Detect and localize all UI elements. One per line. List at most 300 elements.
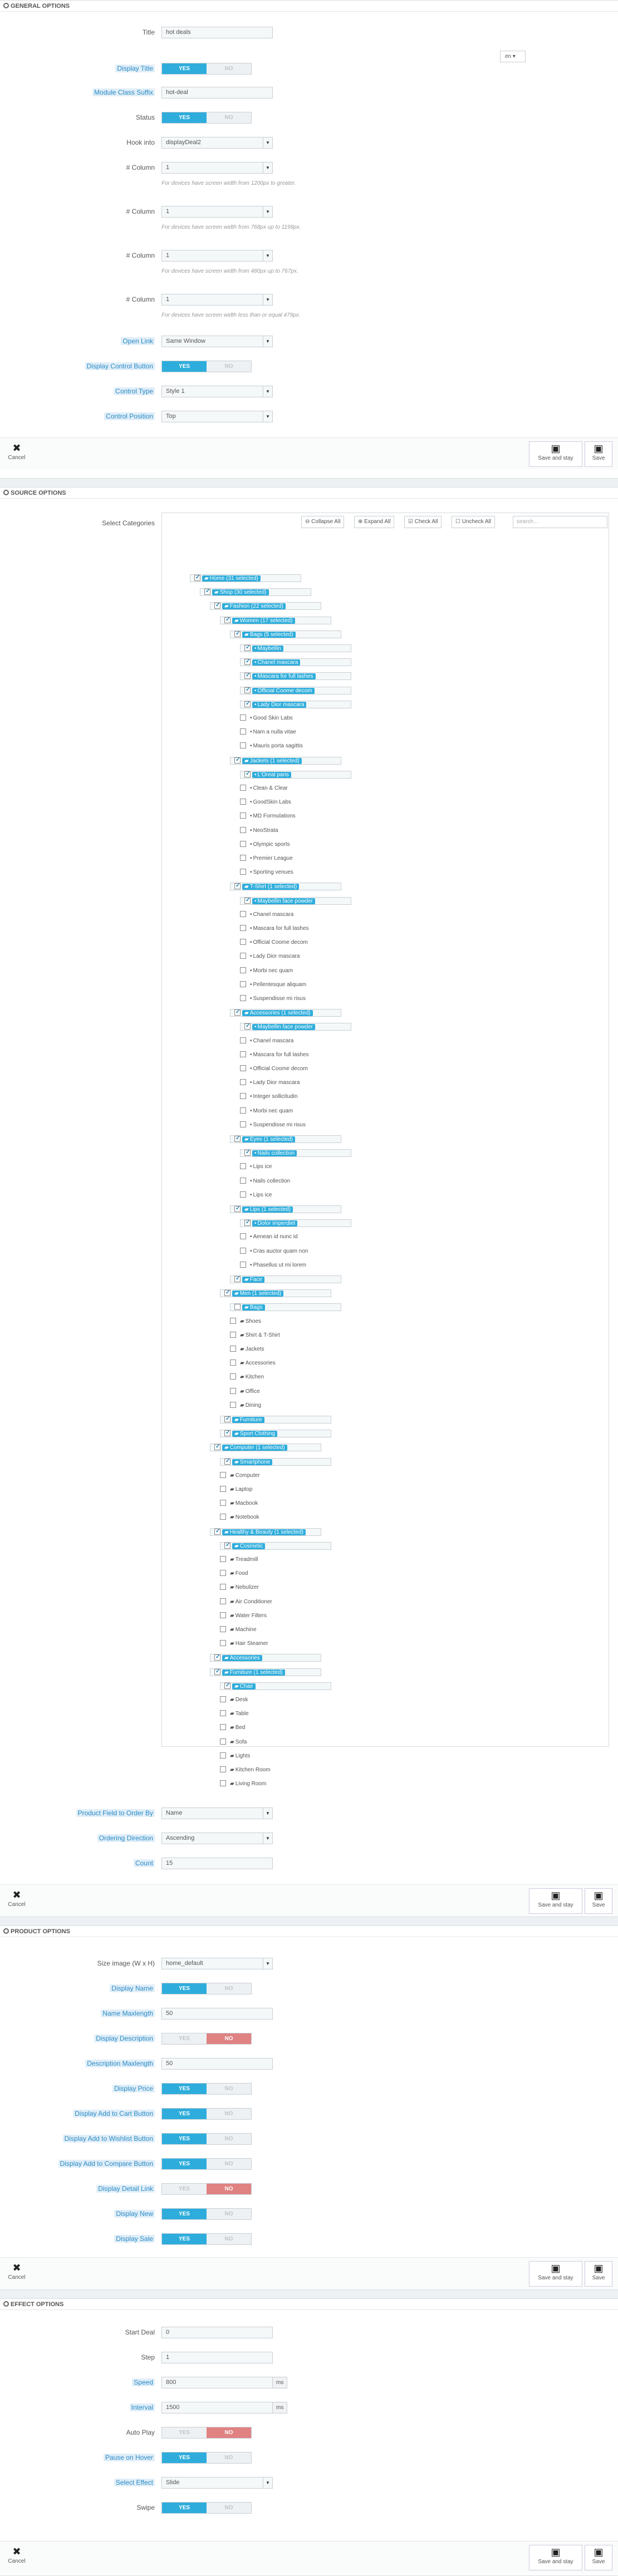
save-icon: ▣: [551, 443, 561, 454]
tree-node[interactable]: [220, 1556, 260, 1564]
column-select-1[interactable]: 1 ▼: [161, 162, 273, 174]
checkbox-empty-icon[interactable]: [220, 1738, 226, 1745]
tree-node[interactable]: [240, 1149, 351, 1157]
checkbox-checked-icon[interactable]: [224, 617, 230, 623]
tree-node[interactable]: [240, 995, 308, 1003]
tree-node-label: [238, 1402, 263, 1408]
tree-node-label: [248, 1108, 295, 1114]
checkbox-empty-icon[interactable]: [220, 1696, 226, 1702]
tree-node[interactable]: [220, 1696, 251, 1704]
tree-node[interactable]: [210, 1528, 321, 1536]
display-sale-switch[interactable]: YES NO: [161, 2233, 252, 2245]
checkbox-empty-icon[interactable]: [240, 1262, 246, 1268]
folder-icon: •: [250, 1066, 252, 1072]
checkbox-empty-icon[interactable]: [234, 1304, 241, 1310]
tree-node[interactable]: [220, 1500, 260, 1508]
tree-node[interactable]: [240, 1051, 311, 1059]
tree-node[interactable]: [240, 1248, 310, 1255]
tree-node[interactable]: [220, 1752, 252, 1760]
tree-node-label: [228, 1599, 274, 1605]
save-icon: ▣: [551, 1890, 561, 1901]
tree-node[interactable]: [220, 1682, 331, 1690]
swipe-switch[interactable]: YES NO: [161, 2502, 252, 2514]
checkbox-checked-icon[interactable]: [244, 673, 251, 679]
column-label-4: # Column: [126, 295, 155, 303]
tree-node[interactable]: [240, 742, 305, 750]
tree-node[interactable]: [240, 1163, 274, 1171]
checkbox-empty-icon[interactable]: [220, 1584, 226, 1590]
tree-node-label: [228, 1613, 269, 1619]
form-footer: [0, 1884, 618, 1917]
folder-icon: ▰: [244, 884, 249, 890]
source-options-panel: [0, 487, 618, 1917]
tree-node-text: GoodSkin Labs: [253, 799, 291, 806]
column-select-3[interactable]: 1 ▼: [161, 250, 273, 262]
collapse-all-button[interactable]: ⊖ Collapse All: [301, 516, 344, 528]
tree-node[interactable]: [230, 1303, 341, 1311]
folder-icon: •: [250, 729, 252, 736]
checkbox-empty-icon[interactable]: [230, 1346, 236, 1352]
tree-node[interactable]: [230, 1009, 341, 1017]
checkbox-empty-icon[interactable]: [240, 995, 246, 1001]
checkbox-empty-icon[interactable]: [220, 1766, 226, 1772]
checkbox-checked-icon[interactable]: [234, 1276, 241, 1282]
tree-node[interactable]: [230, 883, 341, 890]
checkbox-empty-icon[interactable]: [220, 1612, 226, 1618]
checkbox-checked-icon[interactable]: [214, 1444, 220, 1450]
checkbox-empty-icon[interactable]: [220, 1472, 226, 1478]
hook-into-select[interactable]: displayDeal2 ▼: [161, 137, 273, 149]
tree-node-text: Official Coome decom: [253, 939, 308, 946]
checkbox-empty-icon[interactable]: [220, 1626, 226, 1632]
tree-node[interactable]: [240, 911, 296, 919]
tree-node[interactable]: [240, 687, 351, 695]
tree-node[interactable]: [210, 1444, 321, 1451]
tree-node-text: Furniture (1 selected): [229, 1669, 283, 1676]
folder-icon: •: [250, 1234, 252, 1240]
tree-node[interactable]: [210, 1668, 321, 1676]
tree-node-text: Bags: [249, 1304, 263, 1311]
checkbox-checked-icon[interactable]: [224, 1290, 230, 1296]
name-maxlength-input[interactable]: 50: [161, 2008, 273, 2020]
tree-node[interactable]: [230, 1346, 267, 1353]
folder-icon: •: [254, 771, 257, 778]
checkbox-empty-icon[interactable]: [240, 1178, 246, 1184]
folder-icon: •: [250, 1191, 252, 1198]
checkbox-checked-icon[interactable]: [244, 645, 251, 651]
select-effect-label: Select Effect: [114, 2479, 155, 2486]
checkbox-checked-icon[interactable]: [234, 883, 241, 889]
checkbox-empty-icon[interactable]: [240, 799, 246, 805]
checkbox-empty-icon[interactable]: [240, 967, 246, 973]
tree-node[interactable]: [230, 1332, 282, 1339]
tree-node[interactable]: [240, 1079, 302, 1087]
tree-node[interactable]: [240, 1037, 296, 1045]
folder-icon: ▰: [230, 1472, 234, 1479]
checkbox-checked-icon[interactable]: [214, 1654, 220, 1661]
expand-all-button[interactable]: ⊕ Expand All: [354, 516, 394, 528]
tree-node[interactable]: [240, 1191, 274, 1199]
tree-node[interactable]: [240, 1262, 308, 1269]
checkbox-checked-icon[interactable]: [214, 603, 220, 609]
checkbox-empty-icon[interactable]: [240, 742, 246, 748]
tree-node[interactable]: [220, 1584, 261, 1592]
checkbox-empty-icon[interactable]: [230, 1360, 236, 1366]
tree-node[interactable]: [240, 827, 281, 835]
tree-node[interactable]: [240, 1023, 351, 1031]
checkbox-empty-icon[interactable]: [220, 1780, 226, 1786]
checkbox-empty-icon[interactable]: [240, 1079, 246, 1085]
checkbox-empty-icon[interactable]: [240, 1037, 246, 1043]
save-and-stay-button[interactable]: ▣ Save and stay: [529, 1888, 582, 1914]
tree-node[interactable]: [240, 939, 310, 947]
column-select-4[interactable]: 1 ▼: [161, 294, 273, 306]
tree-node-text: Accessories: [229, 1655, 260, 1662]
checkbox-checked-icon[interactable]: [234, 631, 241, 637]
checkbox-checked-icon[interactable]: [234, 1206, 241, 1212]
tree-node-label: [248, 729, 298, 735]
checkbox-checked-icon[interactable]: [204, 589, 210, 595]
general-options-panel: [0, 0, 618, 479]
category-tree: [161, 513, 609, 1787]
checkbox-checked-icon[interactable]: [224, 1430, 230, 1436]
uncheck-all-button[interactable]: ☐ Uncheck All: [452, 516, 495, 528]
checkbox-empty-icon[interactable]: [240, 1051, 246, 1057]
checkbox-empty-icon[interactable]: [240, 715, 246, 721]
tree-node[interactable]: [220, 1640, 271, 1648]
tree-node-label: [232, 1543, 265, 1549]
tree-node[interactable]: [210, 602, 321, 610]
tree-node[interactable]: [240, 967, 295, 975]
checkbox-empty-icon[interactable]: [240, 827, 246, 833]
tree-node-text: Cosmetic: [239, 1543, 263, 1549]
checkbox-empty-icon[interactable]: [240, 981, 246, 987]
description-maxlength-input[interactable]: 50: [161, 2058, 273, 2070]
tree-node[interactable]: [210, 1654, 321, 1662]
folder-icon: ▰: [230, 1612, 234, 1619]
language-dropdown[interactable]: en ▾: [500, 51, 526, 62]
start-deal-input[interactable]: 0: [161, 2327, 273, 2338]
folder-icon: ▰: [244, 1206, 249, 1213]
tree-node[interactable]: [220, 1472, 262, 1480]
checkbox-empty-icon[interactable]: [240, 728, 246, 735]
checkbox-checked-icon[interactable]: [214, 1529, 220, 1535]
checkbox-empty-icon[interactable]: [240, 939, 246, 945]
tree-node[interactable]: [230, 757, 341, 765]
checkbox-empty-icon[interactable]: [240, 869, 246, 875]
checkbox-empty-icon[interactable]: [220, 1724, 226, 1730]
cancel-button[interactable]: ✖ Cancel: [6, 2545, 28, 2570]
control-type-label: Control Type: [114, 387, 155, 395]
checkbox-empty-icon[interactable]: [220, 1710, 226, 1716]
tree-node-label: [232, 1417, 264, 1423]
cancel-button[interactable]: ✖ Cancel: [6, 1888, 28, 1914]
folder-icon: •: [250, 1248, 252, 1254]
checkbox-empty-icon[interactable]: [240, 1233, 246, 1239]
tree-node-label: [222, 603, 286, 609]
checkbox-checked-icon[interactable]: [244, 898, 251, 904]
step-input[interactable]: 1: [161, 2352, 273, 2363]
tree-node[interactable]: [220, 1416, 331, 1424]
save-button[interactable]: ▣ Save: [585, 441, 612, 467]
checkbox-checked-icon[interactable]: [244, 1220, 251, 1226]
display-name-label: Display Name: [110, 1984, 155, 1992]
checkbox-checked-icon[interactable]: [234, 1009, 241, 1016]
folder-icon: •: [250, 869, 252, 876]
tree-node[interactable]: [220, 1542, 331, 1550]
tree-node[interactable]: [220, 1289, 331, 1297]
category-search-input[interactable]: search...: [513, 516, 607, 528]
tree-node-label: [248, 1234, 300, 1240]
tree-node[interactable]: [220, 1430, 331, 1437]
checkbox-checked-icon[interactable]: [234, 1136, 241, 1142]
tree-node[interactable]: [230, 1205, 341, 1213]
tree-node[interactable]: [240, 869, 296, 876]
folder-icon: •: [250, 1262, 252, 1268]
tree-node-label: [228, 1486, 254, 1493]
control-type-select[interactable]: Style 1 ▼: [161, 386, 273, 397]
title-input[interactable]: hot deals: [161, 27, 273, 38]
display-title-switch[interactable]: YES NO: [161, 63, 252, 75]
caret-down-icon: ▼: [263, 250, 272, 261]
checkbox-empty-icon[interactable]: [240, 925, 246, 931]
checkbox-empty-icon[interactable]: [220, 1598, 226, 1604]
checkbox-empty-icon[interactable]: [240, 785, 246, 791]
save-and-stay-button[interactable]: ▣ Save and stay: [529, 441, 582, 467]
checkbox-empty-icon[interactable]: [220, 1500, 226, 1506]
tree-node[interactable]: [240, 981, 308, 989]
tree-node[interactable]: [220, 1612, 269, 1620]
checkbox-checked-icon[interactable]: [224, 1459, 230, 1465]
tree-node-text: MD Formulations: [253, 813, 296, 820]
checkbox-empty-icon[interactable]: [240, 1248, 246, 1254]
tree-node-label: [248, 1178, 292, 1184]
checkbox-empty-icon[interactable]: [240, 1107, 246, 1114]
checkbox-empty-icon[interactable]: [240, 1093, 246, 1099]
tree-node-label: [248, 715, 295, 721]
select-effect-select[interactable]: Slide ▼: [161, 2477, 273, 2489]
tree-node[interactable]: [220, 1458, 331, 1466]
tree-node[interactable]: [240, 728, 298, 736]
tree-node[interactable]: [240, 658, 351, 666]
swipe-label: Swipe: [136, 2504, 155, 2511]
add-to-compare-switch[interactable]: YES NO: [161, 2158, 252, 2170]
title-label: Title: [142, 28, 155, 36]
tree-node[interactable]: [240, 925, 311, 933]
tree-node[interactable]: [220, 1710, 251, 1718]
tree-node[interactable]: [240, 812, 298, 820]
tree-node[interactable]: [200, 588, 311, 596]
tree-node-label: [248, 855, 295, 861]
checkbox-empty-icon[interactable]: [240, 1191, 246, 1198]
tree-node[interactable]: [240, 897, 351, 905]
tree-node-label: [228, 1781, 268, 1787]
interval-input[interactable]: 1500: [161, 2402, 273, 2414]
checkbox-empty-icon[interactable]: [220, 1556, 226, 1562]
tree-node[interactable]: [190, 574, 301, 582]
tree-node[interactable]: [230, 1388, 262, 1396]
folder-icon: ▰: [224, 1529, 229, 1535]
tree-node-label: [248, 785, 290, 791]
tree-node[interactable]: [240, 1107, 295, 1115]
tree-node-text: Lips ice: [253, 1191, 272, 1198]
checkbox-empty-icon[interactable]: [240, 953, 246, 959]
tree-node[interactable]: [230, 1402, 263, 1410]
tree-node[interactable]: [240, 715, 295, 722]
open-link-select[interactable]: Same Window ▼: [161, 336, 273, 347]
folder-icon: •: [254, 1024, 257, 1031]
column-select-2[interactable]: 1 ▼: [161, 206, 273, 218]
tree-node[interactable]: [240, 1178, 292, 1185]
tree-node[interactable]: [230, 1135, 341, 1143]
tree-node[interactable]: [220, 1780, 268, 1788]
pause-on-hover-switch[interactable]: YES NO: [161, 2452, 252, 2464]
checkbox-empty-icon[interactable]: [220, 1752, 226, 1759]
checkbox-empty-icon[interactable]: [230, 1388, 236, 1394]
tree-node-text: Nails collection: [253, 1178, 291, 1184]
control-position-select[interactable]: Top ▼: [161, 411, 273, 422]
tree-node[interactable]: [240, 771, 351, 779]
checkbox-empty-icon[interactable]: [230, 1402, 236, 1408]
tree-node[interactable]: [220, 1514, 262, 1521]
display-price-switch[interactable]: YES NO: [161, 2083, 252, 2095]
tree-node-text: Macbook: [235, 1500, 258, 1507]
folder-icon: ▰: [224, 1669, 229, 1676]
folder-icon: ▰: [234, 1683, 239, 1690]
detail-link-switch[interactable]: YES NO: [161, 2183, 252, 2195]
checkbox-checked-icon[interactable]: [224, 1683, 230, 1689]
folder-icon: ▰: [234, 1543, 239, 1549]
auto-play-switch[interactable]: YES NO: [161, 2427, 252, 2439]
folder-icon: ▰: [244, 1010, 249, 1017]
cancel-button[interactable]: ✖ Cancel: [6, 441, 28, 467]
save-button[interactable]: ▣ Save: [585, 2261, 612, 2287]
add-to-cart-switch[interactable]: YES NO: [161, 2108, 252, 2120]
check-all-button[interactable]: ☑ Check All: [404, 516, 442, 528]
product-field-select[interactable]: Name ▼: [161, 1807, 273, 1819]
tree-node-label: [248, 799, 293, 805]
checkbox-empty-icon[interactable]: [240, 911, 246, 917]
checkbox-checked-icon[interactable]: [244, 771, 251, 777]
tree-node[interactable]: [240, 953, 302, 961]
tree-node[interactable]: [240, 1065, 310, 1073]
save-button[interactable]: ▣ Save: [585, 1888, 612, 1914]
checkbox-empty-icon[interactable]: [230, 1332, 236, 1338]
display-new-switch[interactable]: YES NO: [161, 2208, 252, 2220]
checkbox-empty-icon[interactable]: [240, 855, 246, 861]
checkbox-empty-icon[interactable]: [230, 1373, 236, 1380]
checkbox-checked-icon[interactable]: [244, 1023, 251, 1030]
tree-node[interactable]: [240, 1233, 300, 1241]
checkbox-checked-icon[interactable]: [194, 575, 200, 581]
save-and-stay-button[interactable]: ▣ Save and stay: [529, 2545, 582, 2570]
speed-input[interactable]: 800: [161, 2377, 273, 2388]
checkbox-empty-icon[interactable]: [240, 812, 246, 819]
tree-node-label: [242, 632, 296, 638]
tree-node[interactable]: [230, 631, 341, 638]
display-name-switch[interactable]: YES NO: [161, 1983, 252, 1994]
tree-node[interactable]: [230, 1373, 266, 1381]
tree-node-label: [252, 772, 291, 778]
tree-node[interactable]: [240, 1121, 308, 1129]
tree-node[interactable]: [240, 1219, 351, 1227]
tree-node[interactable]: [220, 1486, 254, 1494]
checkbox-empty-icon[interactable]: [220, 1640, 226, 1646]
checkbox-checked-icon[interactable]: [224, 1543, 230, 1549]
tree-node-label: [248, 912, 296, 918]
tree-node[interactable]: [240, 1093, 300, 1101]
save-and-stay-button[interactable]: ▣ Save and stay: [529, 2261, 582, 2287]
tree-node[interactable]: [220, 1626, 259, 1634]
tree-node-label: [252, 1150, 297, 1156]
add-to-wishlist-switch[interactable]: YES NO: [161, 2133, 252, 2145]
tree-node[interactable]: [230, 1318, 263, 1326]
tree-node[interactable]: [240, 841, 292, 849]
tree-node[interactable]: [240, 644, 351, 652]
tree-node-text: Lady Dior mascara: [257, 701, 305, 708]
folder-icon: •: [250, 953, 252, 960]
tree-node-text: NeoStrata: [253, 827, 278, 834]
checkbox-checked-icon[interactable]: [214, 1669, 220, 1675]
tree-node[interactable]: [220, 617, 331, 624]
status-switch[interactable]: YES NO: [161, 112, 252, 124]
tree-node[interactable]: [220, 1738, 249, 1746]
checkbox-checked-icon[interactable]: [234, 757, 241, 764]
tree-node[interactable]: [240, 855, 295, 863]
folder-icon: ▰: [224, 1445, 229, 1451]
count-input[interactable]: 15: [161, 1858, 273, 1869]
checkbox-empty-icon[interactable]: [240, 1163, 246, 1169]
checkbox-empty-icon[interactable]: [220, 1486, 226, 1492]
tree-node[interactable]: [230, 1275, 341, 1283]
checkbox-checked-icon[interactable]: [244, 687, 251, 693]
tree-node[interactable]: [240, 785, 290, 792]
tree-node[interactable]: [220, 1598, 274, 1606]
tree-node[interactable]: [240, 672, 351, 680]
tree-node[interactable]: [220, 1724, 248, 1732]
tree-node[interactable]: [230, 1360, 278, 1367]
folder-icon: ▰: [230, 1627, 234, 1633]
checkbox-empty-icon[interactable]: [240, 841, 246, 847]
checkbox-checked-icon[interactable]: [224, 1416, 230, 1422]
cancel-button[interactable]: ✖ Cancel: [6, 2261, 28, 2287]
size-image-select[interactable]: home_default ▼: [161, 1958, 273, 1969]
tree-node-label: [252, 898, 315, 904]
checkbox-checked-icon[interactable]: [244, 659, 251, 665]
tree-node[interactable]: [220, 1766, 273, 1774]
checkbox-empty-icon[interactable]: [230, 1318, 236, 1324]
display-control-switch[interactable]: YES NO: [161, 361, 252, 372]
folder-icon: ▰: [234, 1459, 239, 1465]
tree-node[interactable]: [240, 701, 351, 708]
checkbox-checked-icon[interactable]: [244, 1150, 251, 1156]
tree-node-text: Chanel mascara: [253, 1037, 294, 1044]
tree-node[interactable]: [220, 1570, 251, 1578]
checkbox-empty-icon[interactable]: [220, 1570, 226, 1576]
tree-node-label: [228, 1472, 262, 1479]
display-description-switch[interactable]: YES NO: [161, 2033, 252, 2045]
tree-node[interactable]: [240, 799, 293, 806]
module-class-input[interactable]: hot-deal: [161, 87, 273, 98]
checkbox-empty-icon[interactable]: [240, 1121, 246, 1127]
checkbox-checked-icon[interactable]: [244, 701, 251, 707]
checkbox-empty-icon[interactable]: [240, 1065, 246, 1071]
ordering-direction-select[interactable]: Ascending ▼: [161, 1833, 273, 1844]
folder-icon: •: [254, 701, 257, 708]
folder-icon: •: [250, 1051, 252, 1058]
checkbox-empty-icon[interactable]: [220, 1514, 226, 1520]
save-button[interactable]: ▣ Save: [585, 2545, 612, 2570]
